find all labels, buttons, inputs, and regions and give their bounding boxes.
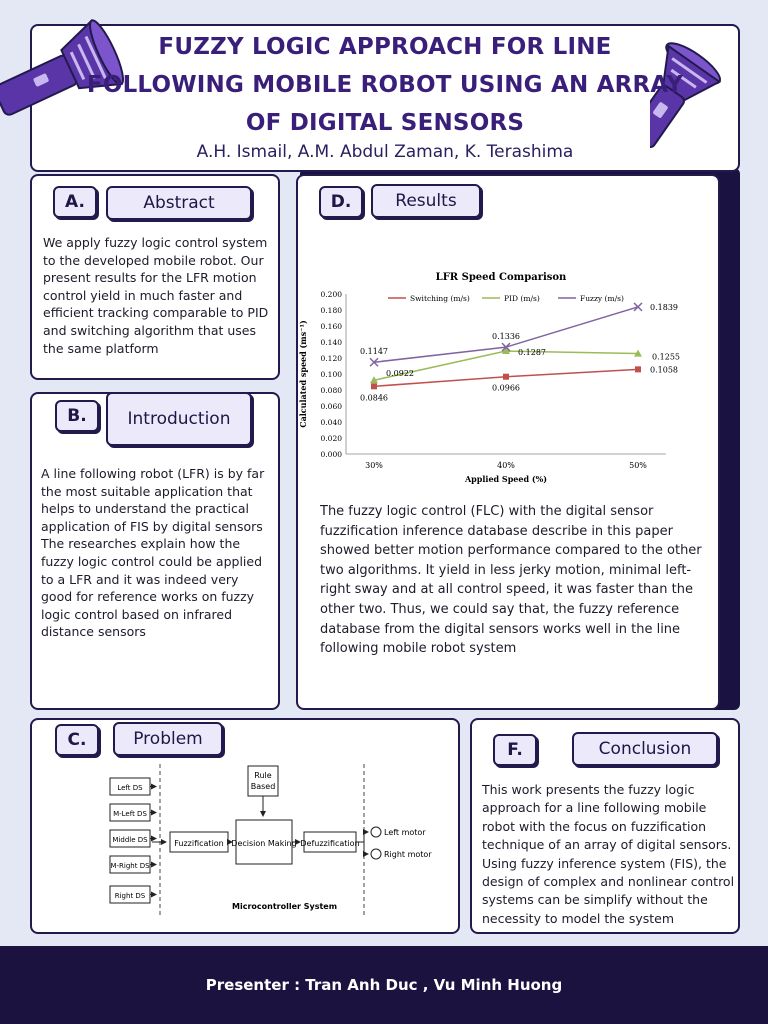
data-point (503, 374, 509, 380)
y-tick-label: 0.160 (320, 322, 342, 331)
results-letter: D. (319, 186, 363, 218)
x-tick-label: 30% (365, 461, 383, 470)
speed-comparison-chart (296, 262, 706, 492)
abstract-title: Abstract (106, 186, 252, 220)
data-label: 0.0846 (360, 393, 388, 403)
legend-label: Fuzzy (m/s) (580, 294, 624, 303)
data-label: 0.1839 (650, 302, 678, 312)
y-tick-label: 0.120 (320, 354, 342, 363)
conclusion-letter: F. (493, 734, 537, 766)
authors: A.H. Ismail, A.M. Abdul Zaman, K. Terashima (196, 142, 574, 162)
conclusion-title: Conclusion (572, 732, 718, 766)
introduction-title: Introduction (106, 392, 252, 446)
y-tick-label: 0.040 (320, 418, 342, 427)
abstract-text: We apply fuzzy logic control system to the developed mobile robot. Our present results for the LFR motion control yield in much faster and efficient tracking comparable to PID and switching algorithm that uses the same platform (43, 235, 269, 356)
data-point (634, 303, 642, 311)
y-tick-label: 0.100 (320, 370, 342, 379)
data-label: 0.1336 (492, 332, 520, 342)
presenter-text: Presenter : Tran Anh Duc , Vu Minh Huong (205, 976, 563, 994)
data-point (371, 383, 377, 389)
system-block-diagram (100, 760, 440, 920)
decision-making-label: Decision Making (231, 839, 297, 848)
data-label: 0.1058 (650, 365, 678, 375)
x-axis-label: Applied Speed (%) (464, 474, 548, 484)
sensor-label: M-Right DS (110, 862, 150, 870)
y-tick-label: 0.020 (320, 434, 342, 443)
left-motor-label: Left motor (384, 828, 426, 837)
results-title: Results (371, 184, 481, 218)
right-motor-label: Right motor (384, 850, 432, 859)
x-tick-label: 40% (497, 461, 515, 470)
y-tick-label: 0.000 (320, 450, 342, 459)
legend-label: Switching (m/s) (410, 294, 470, 303)
rule-label: Rule Based (250, 771, 276, 791)
data-point (635, 366, 641, 372)
data-label: 0.1287 (518, 348, 546, 358)
footer-bar (0, 946, 768, 1024)
y-tick-label: 0.080 (320, 386, 342, 395)
results-text: The fuzzy logic control (FLC) with the digital sensor fuzzification inference database describe in this paper showed better motion performance compared to the other two algorithms. It yield in less jerky motion, minimal left-right sway and at all control speed, it was faster than the other two. Thus, we could say that, the fuzzy reference database from the digital sensors works well in the line following mobile robot system (320, 504, 702, 657)
data-label: 0.1147 (360, 347, 388, 357)
sensor-label: Right DS (114, 892, 146, 900)
defuzzification-label: Defuzzification (300, 839, 360, 848)
data-label: 0.1255 (652, 352, 680, 362)
abstract-letter: A. (53, 186, 97, 218)
y-tick-label: 0.140 (320, 338, 342, 347)
y-tick-label: 0.180 (320, 306, 342, 315)
conclusion-text: This work presents the fuzzy logic approach for a line following mobile robot with the focus on fuzzification technique of an array of digital sensors. Using fuzzy inference system (FIS), the design of complex and nonlinear control systems can be simplify without the necessity to model the system (482, 782, 735, 926)
problem-title: Problem (113, 722, 223, 756)
y-axis-label: Calculated speed (ms⁻¹) (298, 320, 308, 428)
legend-label: PID (m/s) (504, 294, 540, 303)
x-tick-label: 50% (629, 461, 647, 470)
sensor-label: Left DS (117, 784, 143, 792)
introduction-letter: B. (55, 400, 99, 432)
sensor-label: M-Left DS (113, 810, 147, 818)
y-tick-label: 0.200 (320, 290, 342, 299)
poster-title: FUZZY LOGIC APPROACH FOR LINE FOLLOWING MOBILE ROBOT USING AN ARRAY OF DIGITAL SENSORS (86, 34, 684, 136)
introduction-text: A line following robot (LFR) is by far the most suitable application that helps to understand the practical application of FIS by digital sensors The researches explain how the fuzzy logic control could be applied to a LFR and it was indeed very good for reference works on fuzzy logic control based on infrared distance sensors (41, 466, 265, 640)
y-tick-label: 0.060 (320, 402, 342, 411)
sensor-label: Middle DS (112, 836, 148, 844)
diagram-caption: Microcontroller System (232, 902, 338, 911)
problem-letter: C. (55, 724, 99, 756)
chart-title: LFR Speed Comparison (435, 272, 567, 283)
data-label: 0.0966 (492, 383, 520, 393)
fuzzification-label: Fuzzification (174, 839, 224, 848)
data-label: 0.0922 (386, 369, 414, 379)
